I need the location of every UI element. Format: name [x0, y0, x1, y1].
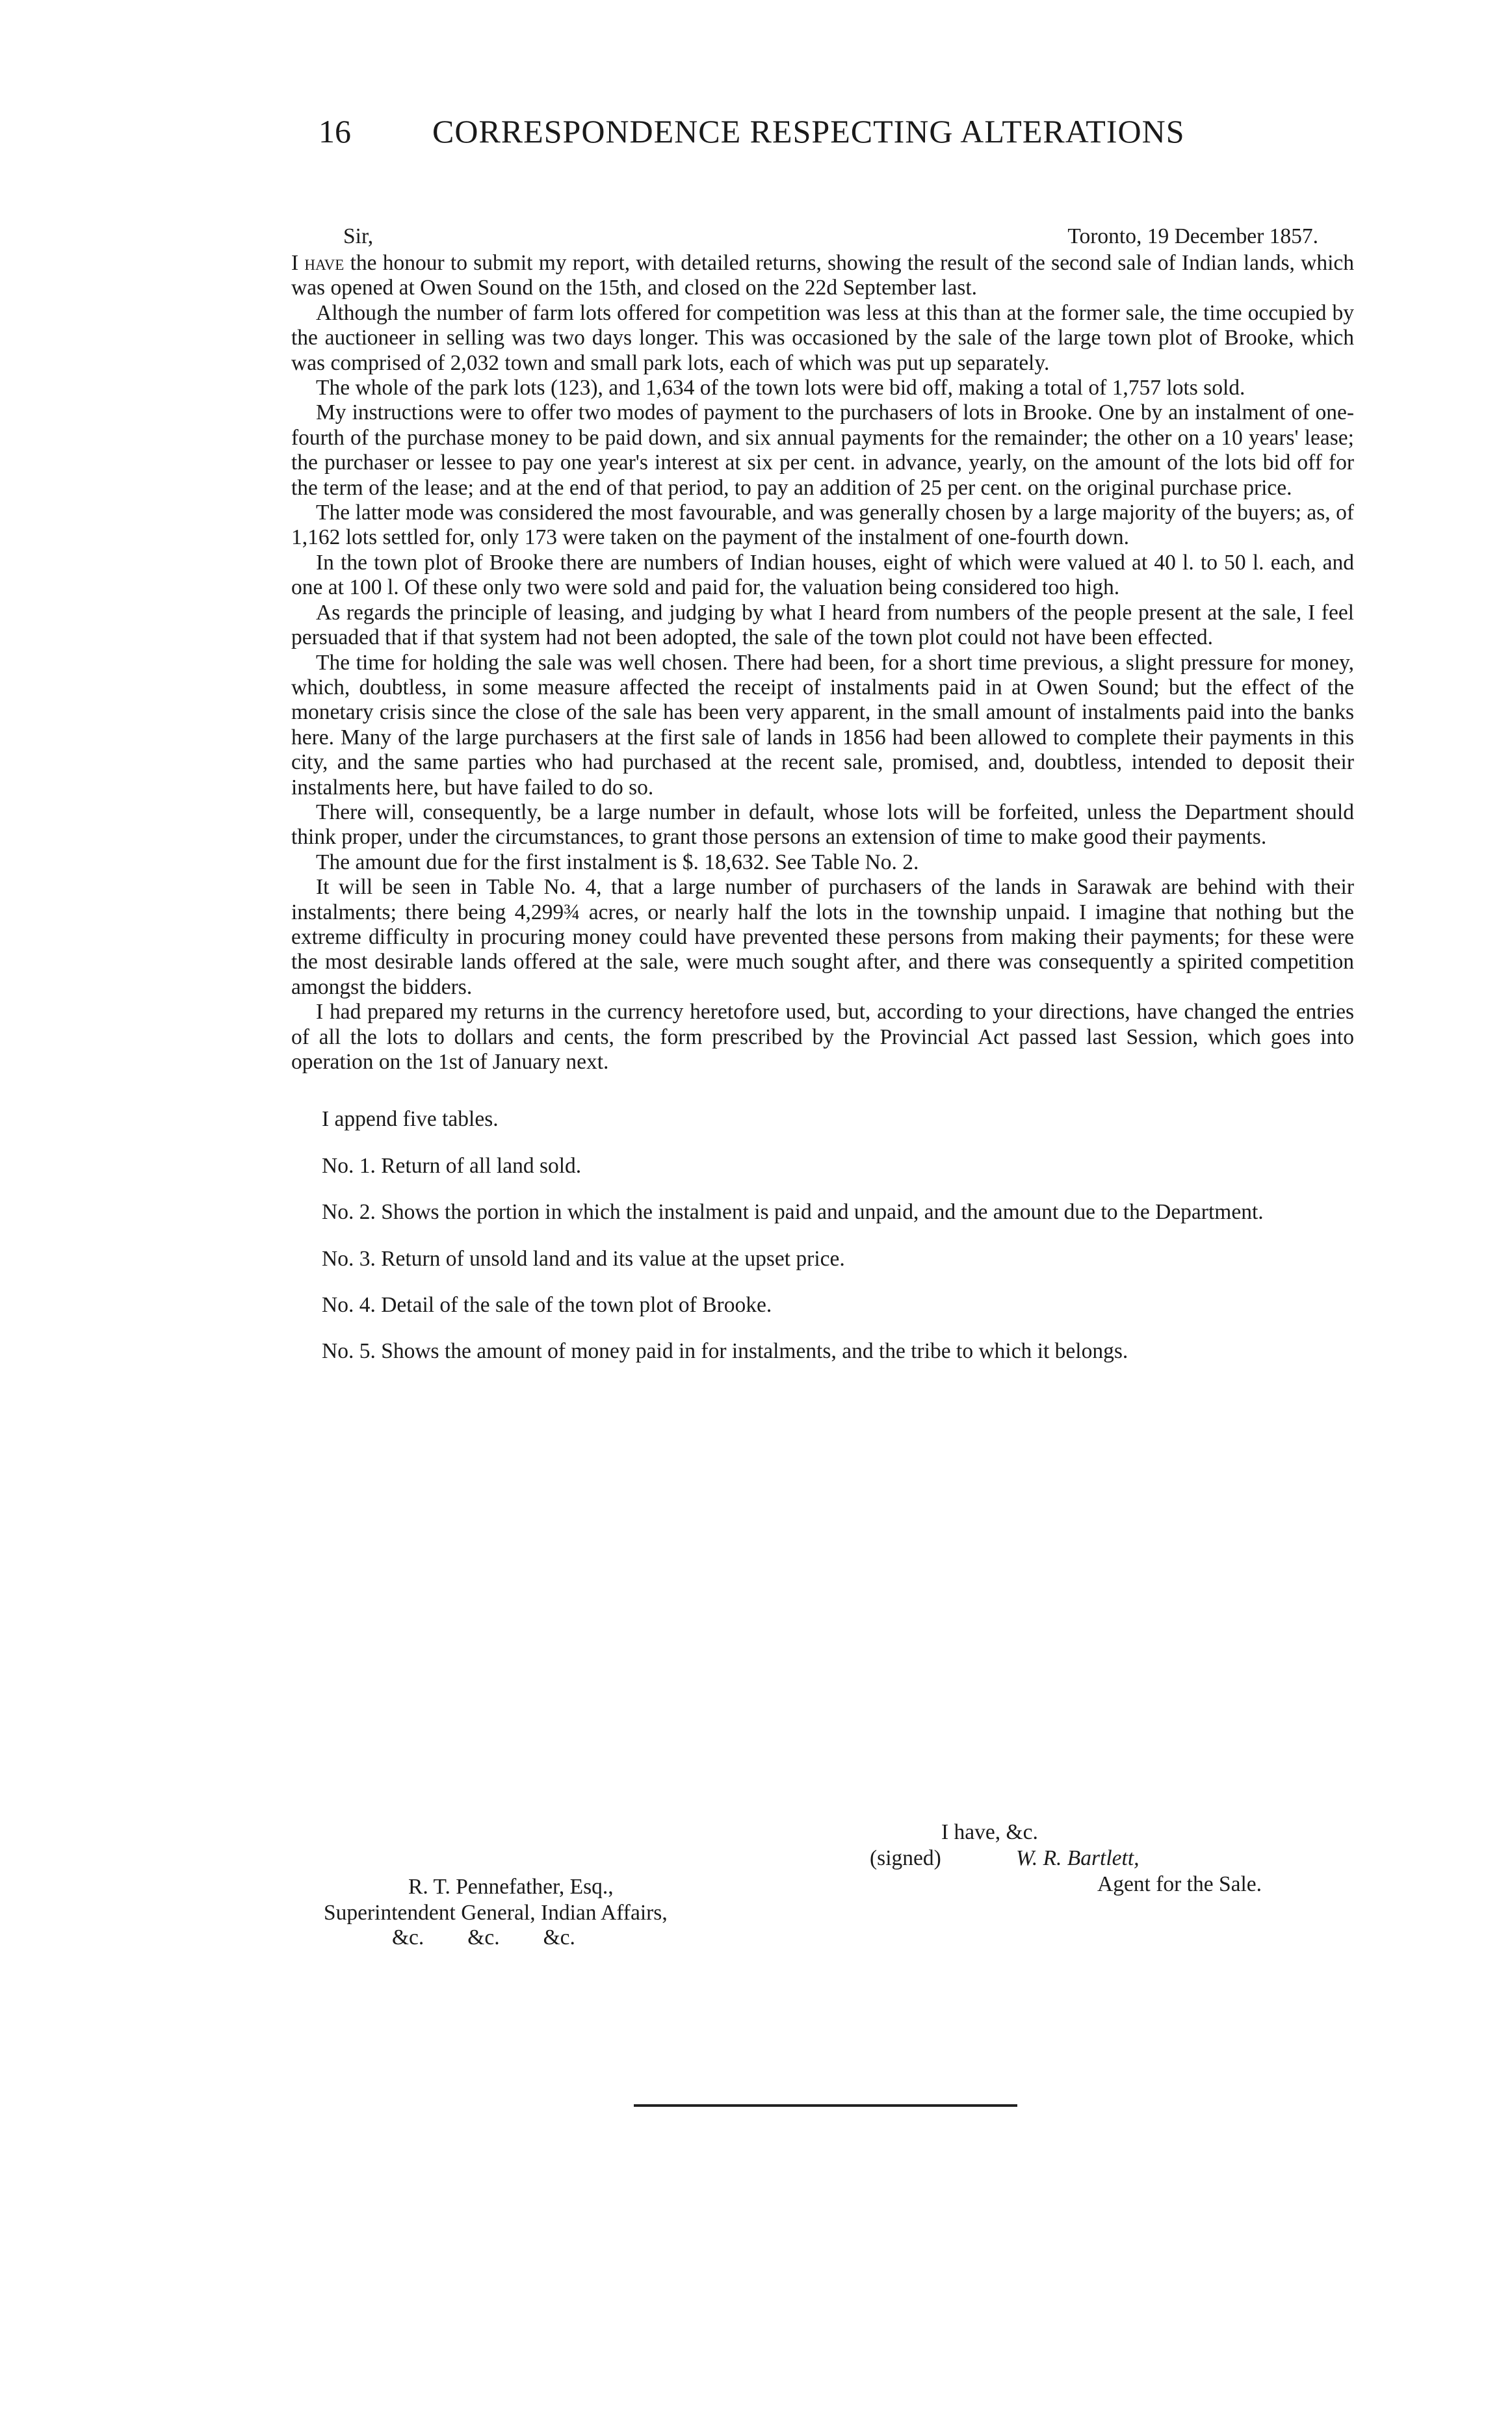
enclosure-intro: I append five tables.	[322, 1107, 499, 1132]
running-title: CORRESPONDENCE RESPECTING ALTERATIONS	[432, 113, 1185, 150]
paragraph: The amount due for the first instalment is $. 18,632. See Table No. 2.	[316, 850, 919, 874]
enclosure-list	[291, 1107, 1354, 1364]
page-number: 16	[319, 113, 351, 150]
addressee-etc: &c. &c. &c.	[392, 1925, 575, 1950]
complimentary-close: I have, &c.	[941, 1820, 1038, 1844]
enclosure-text: Shows the amount of money paid in for instalments, and the tribe to which it belongs.	[381, 1339, 1128, 1364]
paragraph: There will, consequently, be a large number in default, whose lots will be forfeited, unless the Department should think proper, under the circumstances, to grant those persons an extension of time to make good their payments.	[291, 800, 1354, 850]
paragraph: It will be seen in Table No. 4, that a large number of purchasers of the lands in Sarawak are behind with their instalments; there being 4,299¾ acres, or nearly half the lots in the township unpaid. I imagine that nothing but the extreme difficulty in procuring money could have prevented these persons from making their payments; for these were the most desirable lands offered at the sale, were much sought after, and there was consequently a spirited competition amongst the bidders.	[291, 875, 1354, 999]
enclosure-number: No. 4.	[322, 1293, 376, 1318]
addressee-title: Superintendent General, Indian Affairs,	[324, 1901, 668, 1925]
enclosure-text: Shows the portion in which the instalment is paid and unpaid, and the amount due to the Department.	[381, 1200, 1264, 1225]
paragraph: My instructions were to offer two modes of payment to the purchasers of lots in Brooke. One by an instalment of one-fourth of the purchase money to be paid down, and six annual payments for the remainder; the other on a 10 years' lease; the purchaser or lessee to pay one year's interest at six per cent. in advance, yearly, on the amount of the lots bid off for the term of the lease; and at the end of that period, to pay an addition of 25 per cent. on the original purchase price.	[291, 400, 1354, 500]
paragraph	[291, 251, 1354, 301]
enclosure-item	[291, 1200, 1354, 1225]
addressee-name: R. T. Pennefather, Esq.,	[408, 1875, 614, 1899]
paragraph: The whole of the park lots (123), and 1,634 of the town lots were bid off, making a total of 1,757 lots sold.	[316, 376, 1245, 400]
signature: W. R. Bartlett,	[1016, 1846, 1140, 1870]
paragraph: The time for holding the sale was well chosen. There had been, for a short time previous, a slight pressure for money, which, doubtless, in some measure affected the receipt of instalments paid in at Owen Sound; but the effect of the monetary crisis since the close of the sale has been very apparent, in the small amount of instalments paid into the banks here. Many of the large purchasers at the first sale of lands in 1856 had been allowed to complete their payments in this city, and the same parties who had purchased at the recent sale, promised, and, doubtless, intended to deposit their instalments here, but have failed to do so.	[291, 650, 1354, 800]
letter-closing	[291, 1820, 1354, 2015]
end-rule	[634, 2104, 1017, 2107]
enclosure-number: No. 2.	[322, 1200, 376, 1225]
paragraph: As regards the principle of leasing, and judging by what I heard from numbers of the people present at the sale, I feel persuaded that if that system had not been adopted, the sale of the town plot could not have been effected.	[291, 600, 1354, 650]
paragraph: Although the number of farm lots offered for competition was less at this than at the former sale, the time occupied by the auctioneer in selling was two days longer. This was occasioned by the sale of the large town plot of Brooke, which was comprised of 2,032 town and small park lots, each of which was put up separately.	[291, 300, 1354, 375]
paragraph: I had prepared my returns in the currency heretofore used, but, according to your directions, have changed the entries of all the lots to dollars and cents, the form prescribed by the Provincial Act passed last Session, which goes into operation on the 1st of January next.	[291, 1000, 1354, 1074]
enclosure-text: Return of unsold land and its value at the upset price.	[381, 1246, 845, 1271]
letter-body	[291, 224, 1354, 1386]
enclosure-number: No. 3.	[322, 1246, 376, 1271]
enclosure-number: No. 5.	[322, 1339, 376, 1364]
signed-note: (signed)	[870, 1846, 941, 1870]
enclosure-item	[291, 1154, 1354, 1179]
paragraph: In the town plot of Brooke there are numbers of Indian houses, eight of which were valued at 40 l. to 50 l. each, and one at 100 l. Of these only two were sold and paid for, the valuation being considered too high.	[291, 550, 1354, 600]
dateline	[291, 224, 1354, 250]
opening-words: I have	[291, 251, 345, 275]
enclosure-item	[291, 1293, 1354, 1318]
salutation: Sir,	[343, 224, 374, 248]
enclosure-item	[291, 1247, 1354, 1272]
enclosure-number: No. 1.	[322, 1153, 376, 1178]
place-date: Toronto, 19 December 1857.	[1067, 224, 1318, 248]
paragraph: The latter mode was considered the most favourable, and was generally chosen by a large majority of the buyers; as, of 1,162 lots settled for, only 173 were taken on the payment of the instalment of one-fourth down.	[291, 501, 1354, 550]
paragraph-text: the honour to submit my report, with detailed returns, showing the result of the second sale of Indian lands, which was opened at Owen Sound on the 15th, and closed on the 22d September last.	[291, 251, 1354, 300]
enclosure-item	[291, 1339, 1354, 1364]
page-header	[319, 112, 1359, 164]
signer-title: Agent for the Sale.	[1097, 1872, 1262, 1896]
enclosure-text: Return of all land sold.	[381, 1153, 582, 1178]
enclosure-text: Detail of the sale of the town plot of Brooke.	[381, 1293, 772, 1318]
